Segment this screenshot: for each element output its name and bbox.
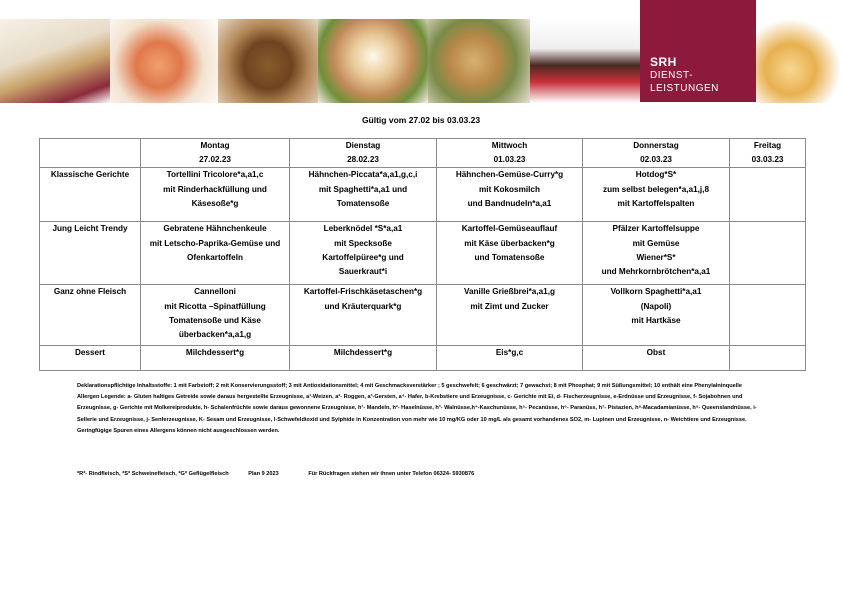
- dish-cell: Kartoffel-Frischkäsetaschen*g und Kräuterquark*g: [290, 285, 437, 346]
- day-date: 02.03.23: [640, 155, 672, 165]
- header-banner: [0, 19, 842, 103]
- dish-cell: Gebratene Hähnchenkeule mit Letscho-Paprika-Gemüse und Ofenkartoffeln: [141, 222, 290, 285]
- table-row: [40, 285, 806, 346]
- dish-cell: Vollkorn Spaghetti*a,a1 (Napoli) mit Hartkäse: [583, 285, 730, 346]
- dish-cell: Leberknödel *S*a,a1 mit Specksoße Kartoffelpüree*g und Sauerkraut*i: [290, 222, 437, 285]
- photo-shrimp: [110, 19, 218, 103]
- menu-table: [39, 138, 806, 371]
- day-date: 01.03.23: [493, 155, 526, 165]
- table-row: [40, 168, 806, 222]
- day-header-friday: [730, 139, 806, 168]
- dish-cell: Milchdessert*g: [290, 346, 437, 371]
- dish-cell: Hähnchen-Piccata*a,a1,g,c,i mit Spaghetti*a,a1 und Tomatensoße: [290, 168, 437, 222]
- plan-number: Plan 9 2023: [248, 471, 279, 477]
- logo-line-2: LEISTUNGEN: [650, 83, 719, 94]
- contact-info: Für Rückfragen stehen wir ihnen unter Telefon 06324- 5930876: [308, 471, 475, 477]
- category-cell: Ganz ohne Fleisch: [40, 285, 141, 346]
- corner-cell: [40, 139, 141, 168]
- photo-dessert-berries: [0, 19, 110, 103]
- dish-cell: Cannelloni mit Ricotta –Spinatfüllung Tomatensoße und Käse überbacken*a,a1,g: [141, 285, 290, 346]
- dish-cell: Obst: [583, 346, 730, 371]
- day-name: Dienstag: [345, 141, 381, 150]
- dish-cell: Pfälzer Kartoffelsuppe mit Gemüse Wiener*S* und Mehrkornbrötchen*a,a1: [583, 222, 730, 285]
- dish-cell: Milchdessert*g: [141, 346, 290, 371]
- logo-line-1: DIENST-: [650, 70, 693, 81]
- dish-cell: Tortellini Tricolore*a,a1,c mit Rinderhackfüllung und Käsesoße*g: [141, 168, 290, 222]
- meat-legend: *R*- Rindfleisch, *S* Schweinefleisch, *G* Geflügelfleisch: [77, 471, 229, 477]
- photo-lemon-fish: [756, 19, 842, 103]
- day-name: Donnerstag: [633, 141, 679, 150]
- dish-cell: Hähnchen-Gemüse-Curry*g mit Kokosmilch und Bandnudeln*a,a1: [437, 168, 583, 222]
- day-header-monday: [141, 139, 290, 168]
- allergen-legend-text: Allergen Legende: a- Gluten haltiges Getreide sowie daraus hergestellte Erzeugnisse, a¹-Weizen, a²- Roggen, a³-Gersten, a⁴- Hafer, b-Krebstiere und Erzeugnisse, c- Gerichte mit Ei, d- Fischerzeugnisse, e-Erdnüsse und Erzeugnisse, f- Sojabohnen und Erzeugnisse, g- Gerichte mit Molkereiprodukte, h- Schalenfrüchte sowie daraus gewonnene Erzeugnisse, h¹- Mandeln, h²- Haselnüsse, h³- Walnüsse,h⁴-Kaschunüsse, h⁵- Pecanüsse, h⁶- Paranüss, h⁷- Pistazien, h⁸-Macadamianüsse, h⁹- Queenslandnüsse, i- Sellerie und Erzeugnisse, j- Senferzeugnisse, K- Sesam und Erzeugnisse, l-Schwefeldioxid und Sylphide in Konzentration von mehr wie 10 mg/KG oder 10 mg/L als gesamt vorhandenes SO2, m- Lupinen und Erzeugnisse, n- Weichtiere und Erzeugnisse. Geringfügige Spuren eines Allergens können nicht ausgeschlossen werden.: [77, 394, 757, 434]
- srh-logo: [640, 0, 756, 102]
- dish-cell: [730, 168, 806, 222]
- day-header-thursday: [583, 139, 730, 168]
- dish-cell: [730, 346, 806, 371]
- logo-brand: SRH: [650, 55, 677, 69]
- category-cell: Jung Leicht Trendy: [40, 222, 141, 285]
- photo-cake-slice: [530, 19, 640, 103]
- day-name: Montag: [200, 141, 230, 150]
- dish-cell: [730, 222, 806, 285]
- day-name: Freitag: [753, 141, 782, 150]
- dish-cell: Hotdog*S* zum selbst belegen*a,a1,j,8 mit Kartoffelspalten: [583, 168, 730, 222]
- footer-line: [77, 471, 474, 477]
- dish-cell: [730, 285, 806, 346]
- day-date: 28.02.23: [347, 155, 379, 165]
- photo-baked-potato: [318, 19, 428, 103]
- table-row: [40, 222, 806, 285]
- legend-block: [77, 381, 777, 437]
- day-name: Mittwoch: [491, 141, 528, 150]
- header-row: [40, 139, 806, 168]
- declaration-text: Deklarationspflichtige Inhaltsstoffe: 1 mit Farbstoff; 2 mit Konservierungsstoff; 3 mit Antioxidationsmittel; 4 mit Geschmacksverstärker ; 5 geschwefelt; 6 geschwärzt; 7 gewachst; 8 mit Phosphat; 9 mit Süßungsmittel; 10 enthält eine Phenylalninquelle: [77, 383, 742, 389]
- dish-cell: Eis*g,c: [437, 346, 583, 371]
- photo-cookies: [218, 19, 318, 103]
- dish-cell: Kartoffel-Gemüseauflauf mit Käse überbacken*g und Tomatensoße: [437, 222, 583, 285]
- category-cell: Dessert: [40, 346, 141, 371]
- validity-period: Gültig vom 27.02 bis 03.03.23: [361, 115, 481, 125]
- photo-grilled-dish: [428, 19, 530, 103]
- table-row: [40, 346, 806, 371]
- dish-cell: Vanille Grießbrei*a,a1,g mit Zimt und Zucker: [437, 285, 583, 346]
- day-date: 03.03.23: [751, 155, 784, 165]
- day-header-tuesday: [290, 139, 437, 168]
- day-header-wednesday: [437, 139, 583, 168]
- day-date: 27.02.23: [199, 155, 231, 165]
- category-cell: Klassische Gerichte: [40, 168, 141, 222]
